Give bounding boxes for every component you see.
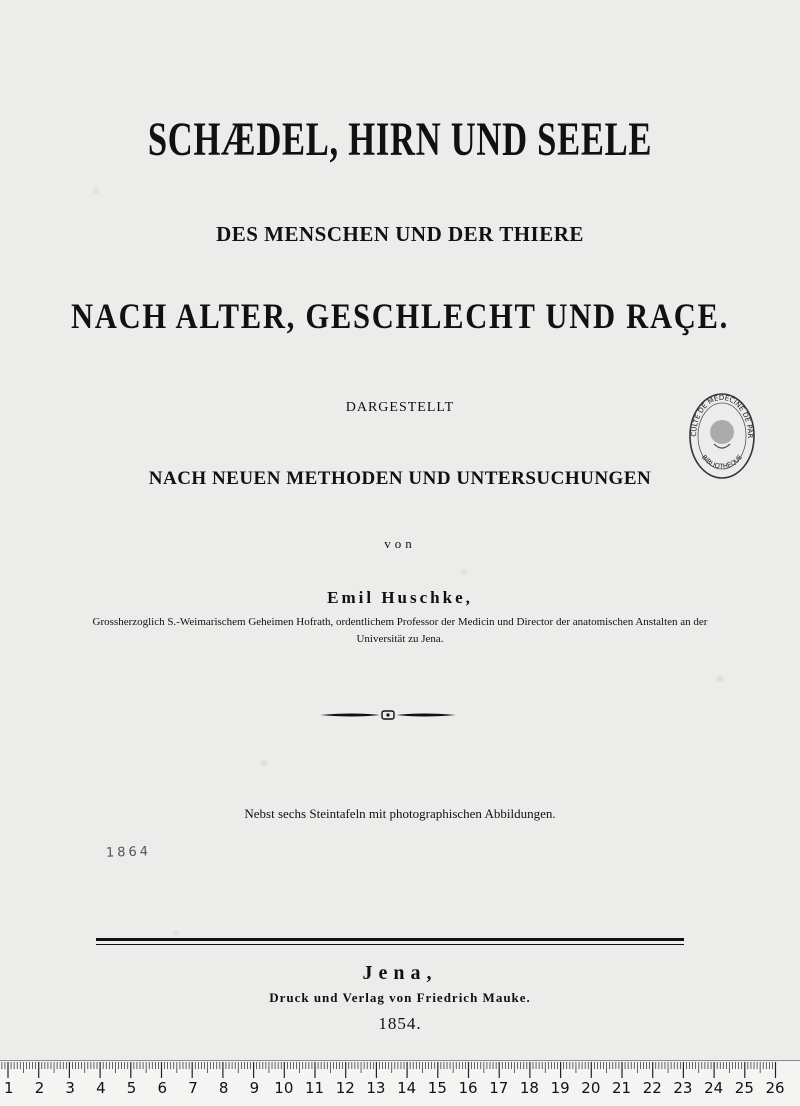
ruler-label: 19 <box>550 1079 570 1097</box>
ruler-label: 18 <box>519 1079 539 1097</box>
ruler-label: 8 <box>218 1079 229 1097</box>
imprint-place: Jena, <box>362 962 438 984</box>
ruler-label: 20 <box>581 1079 601 1097</box>
ruler-label: 16 <box>458 1079 478 1097</box>
svg-text:BIBLIOTHÈQUE <box>700 453 744 470</box>
ruler-label: 7 <box>188 1079 198 1097</box>
subtitle-line-1: DES MENSCHEN UND DER THIERE <box>216 222 584 246</box>
ruler-label: 5 <box>126 1079 137 1097</box>
ruler-label: 9 <box>249 1079 260 1097</box>
book-title: SCHÆDEL, HIRN UND SEELE <box>147 113 653 166</box>
ruler-label: 23 <box>673 1079 693 1097</box>
methods-line: NACH NEUEN METHODEN UND UNTERSUCHUNGEN <box>148 468 652 489</box>
ruler-label: 12 <box>335 1079 355 1097</box>
ruler-label: 10 <box>274 1079 294 1097</box>
subtitle-line-2: NACH ALTER, GESCHLECHT UND RAÇE. <box>70 296 730 336</box>
ruler-label: 2 <box>34 1079 45 1097</box>
ruler-label: 11 <box>305 1079 325 1097</box>
ruler-label: 1 <box>4 1079 14 1097</box>
imprint-publisher: Druck und Verlag von Friedrich Mauke. <box>269 990 531 1005</box>
ruler-label: 25 <box>734 1079 754 1097</box>
ruler-label: 21 <box>612 1079 632 1097</box>
ruler-label: 26 <box>765 1079 785 1097</box>
measuring-ruler <box>0 1060 800 1106</box>
ruler-label: 15 <box>427 1079 447 1097</box>
von-text: von <box>384 536 416 551</box>
library-stamp <box>686 388 758 488</box>
stamp-top-text: CULTÉ DE MÉDECINE DE PAR <box>689 393 755 439</box>
author-affiliation: Grossherzoglich S.-Weimarischem Geheimen Hofrath, ordentlichem Professor der Medicin und Director der anatomischen Anstalten an der Universität zu Jena. <box>92 616 708 645</box>
ruler-label: 14 <box>397 1079 417 1097</box>
ornament-divider <box>318 708 458 722</box>
ruler-label: 17 <box>489 1079 509 1097</box>
stamp-bottom-text: BIBLIOTHÈQUE <box>699 453 745 471</box>
ruler-label: 24 <box>704 1079 724 1097</box>
pencil-annotation: 1864 <box>105 844 152 861</box>
plates-note: Nebst sechs Steintafeln mit photographischen Abbildungen. <box>244 806 556 821</box>
ruler-label: 4 <box>96 1079 106 1097</box>
rule-thin-line <box>96 944 684 945</box>
author-name: Emil Huschke, <box>327 588 473 607</box>
dargestellt-text: DARGESTELLT <box>345 400 455 415</box>
ruler-label: 3 <box>65 1079 75 1097</box>
ruler-labels <box>0 1079 800 1103</box>
imprint-year: 1854. <box>378 1014 422 1033</box>
ruler-label: 13 <box>366 1079 386 1097</box>
double-rule-divider <box>96 938 684 946</box>
ruler-label: 6 <box>157 1079 168 1097</box>
ruler-label: 22 <box>642 1079 662 1097</box>
rule-thick-line <box>96 938 684 941</box>
